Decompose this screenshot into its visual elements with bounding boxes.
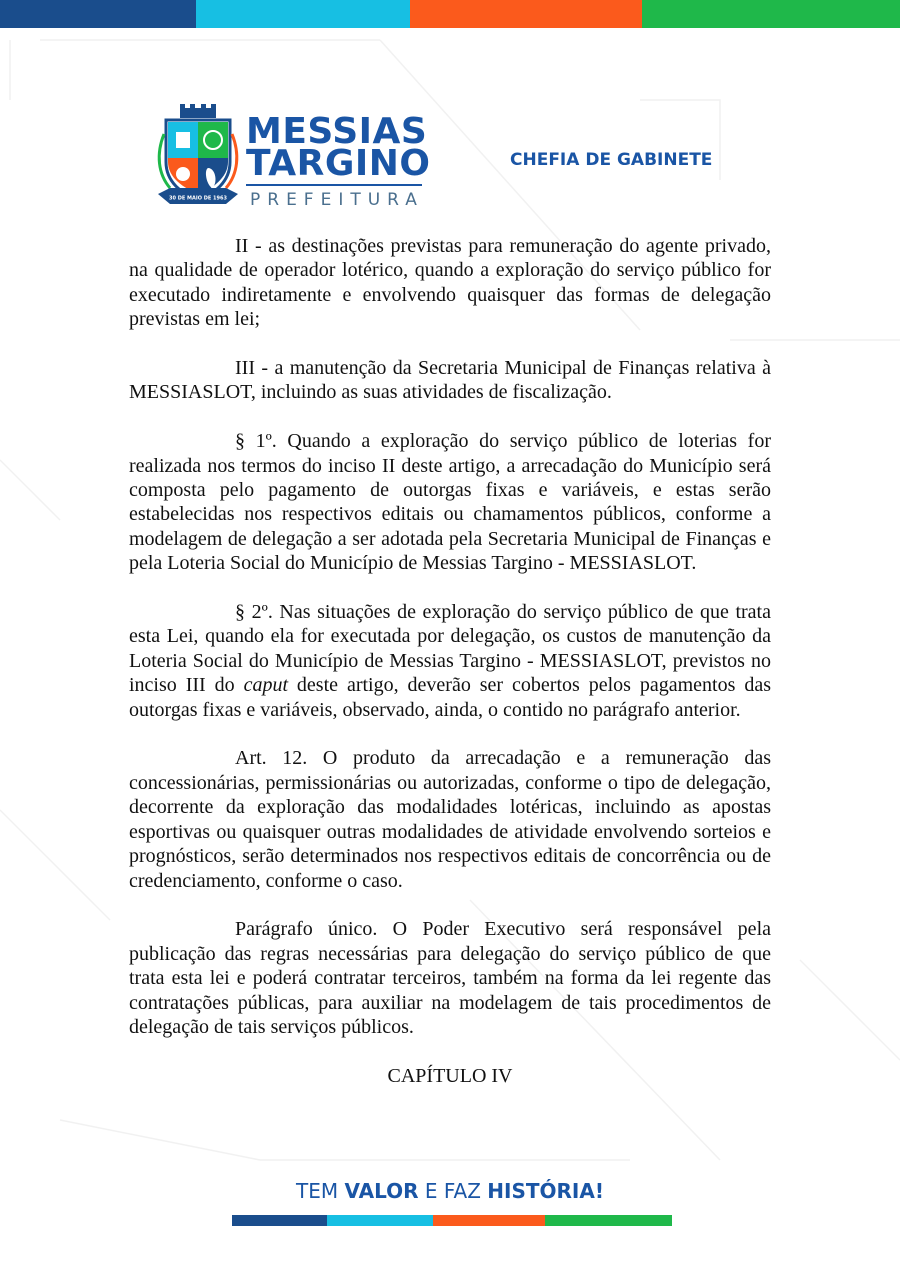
bottom-stripe-orange [433,1215,545,1226]
bottom-stripe-green [545,1215,672,1226]
chapter-heading: CAPÍTULO IV [387,1064,513,1087]
paragraph-s2 [129,600,771,722]
crest-ribbon-text: 30 DE MAIO DE 1963 [169,195,227,202]
paragraph-inciso-ii: II - as destinações previstas para remuneração do agente privado, na qualidade de operador lotérico, quando a exploração do serviço público for executado indiretamente e envolvendo quaisquer das formas de delegação previstas em lei; [129,235,771,331]
office-name: CHEFIA DE GABINETE [510,150,713,170]
bottom-stripe-navy [232,1215,327,1226]
paragraph-s2-part1: § 2º. Nas situações de exploração do serviço público de que trata esta Lei, quando ela for executada por delegação, os custos de manutenção da Loteria Social do Município de Messias Targino - MESSIASLOT, previstos no inciso III do [129,601,771,697]
slogan-word-2: VALOR [344,1179,419,1203]
crown-icon [180,104,216,118]
letterhead [150,102,750,217]
paragraph-unico: Parágrafo único. O Poder Executivo será responsável pela publicação das regras necessárias para delegação do serviço público de que trata esta lei e poderá contratar terceiros, também na forma da lei regente das contratações públicas, para auxiliar na modelagem de tais procedimentos de delegação de tais serviços públicos. [129,918,771,1038]
brand-subtitle: PREFEITURA [250,190,424,210]
document-body [129,234,771,1113]
municipal-coat-of-arms-icon [156,104,240,210]
brand-name-line1: MESSIAS [246,111,428,152]
caput-italic: caput [243,674,288,697]
slogan-word-3: E FAZ [424,1179,481,1203]
bottom-stripe-cyan [327,1215,433,1226]
bottom-color-stripe [232,1215,672,1226]
slogan-word-4: HISTÓRIA! [487,1179,604,1203]
paragraph-s1: § 1º. Quando a exploração do serviço público de loterias for realizada nos termos do inciso II deste artigo, a arrecadação do Município será composta pelo pagamento de outorgas fixas e variáveis, e estas serão estabelecidas nos respectivos editais ou chamamentos públicos, conforme a modelagem de delegação a ser adotada pela Secretaria Municipal de Finanças e pela Loteria Social do Município de Messias Targino - MESSIASLOT. [129,430,771,575]
slogan-word-1: TEM [296,1179,339,1203]
paragraph-inciso-iii: III - a manutenção da Secretaria Municipal de Finanças relativa à MESSIASLOT, incluindo as suas atividades de fiscalização. [129,357,771,404]
brand-name-line2: TARGINO [246,143,431,184]
footer-slogan [0,1178,900,1204]
paragraph-s2-part2: deste artigo, deverão ser cobertos pelos pagamentos das outorgas fixas e variáveis, observado, ainda, o contido no parágrafo anterior. [129,674,771,721]
paragraph-art12: Art. 12. O produto da arrecadação e a remuneração das concessionárias, permissionárias ou autorizadas, conforme o tipo de delegação, decorrente da exploração das modalidades lotéricas, incluindo as apostas esportivas ou quaisquer outras modalidades de atividade envolvendo sorteios e prognósticos, serão determinados nos respectivos editais de concorrência ou de credenciamento, conforme o caso. [129,747,771,892]
brand-divider [246,184,422,186]
